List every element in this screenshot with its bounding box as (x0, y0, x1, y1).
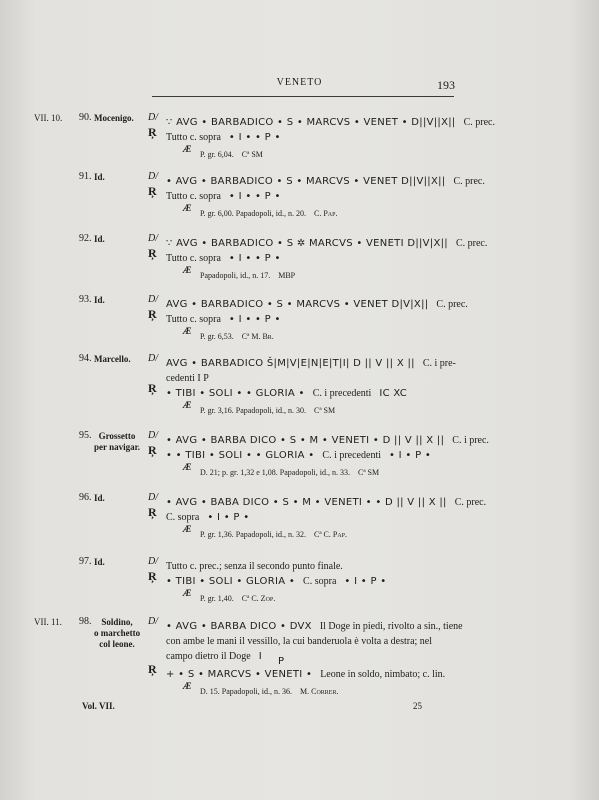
reverse-description: Tutto c. sopra (166, 132, 221, 143)
reverse-mark: • I • P • (389, 450, 432, 461)
info-line (200, 326, 282, 344)
reverse-description: C. i precedenti (322, 450, 381, 461)
silver-symbol: Æ (183, 326, 192, 336)
ruler-name (94, 617, 140, 650)
reverse-legend: + • S • MARCVS • VENETI • (166, 669, 313, 680)
entry-number: 93. (79, 294, 92, 305)
reverse-description: Tutto c. sopra (166, 253, 221, 264)
ruler-name (94, 431, 140, 453)
reverse-line (166, 309, 289, 327)
signature-mark: 25 (413, 701, 422, 711)
reverse-legend: • TIBI • SOLI • • GLORIA • (166, 388, 305, 399)
silver-symbol: Æ (183, 588, 192, 598)
ruler-name: Id. (94, 172, 105, 182)
section-number: VII. 11. (34, 617, 62, 627)
reverse-line (166, 445, 439, 463)
obverse-legend: • AVG • BARBA DICO • DVX (166, 621, 312, 632)
reverse-symbol: Ŗ (148, 246, 157, 260)
collection: Cª SM (241, 150, 263, 159)
specimen-data: P. gr. 3,16. Papadopoli, id., n. 30. (200, 406, 307, 415)
obverse-symbol: D/ (148, 294, 158, 305)
collection: MBP (278, 271, 296, 280)
ruler-name: Marcello. (94, 354, 131, 364)
obverse-note: C. prec. (455, 238, 488, 249)
section-number: VII. 10. (34, 113, 63, 123)
info-line (200, 203, 345, 221)
ruler-name-line: Grossetto (98, 431, 136, 441)
silver-symbol: Æ (183, 144, 192, 154)
reverse-symbol: Ŗ (148, 381, 157, 395)
ruler-name-line: o marchetto (94, 628, 141, 638)
reverse-description: C. i precedenti (312, 388, 372, 399)
page-number: 193 (437, 78, 455, 92)
running-title: VENETO (276, 77, 323, 88)
obverse-legend: ∵ AVG • BARBADICO • S ✲ MARCVS • VENETI D||V|X|| (166, 238, 448, 249)
specimen-data: P. gr. 6,53. (200, 332, 234, 341)
ruler-name-line: col leone. (99, 639, 135, 649)
reverse-symbol: Ŗ (148, 662, 157, 676)
ruler-name: Id. (94, 493, 105, 503)
specimen-data: D. 15. Papadopoli, id., n. 36. (200, 687, 292, 696)
entry-number: 92. (79, 233, 92, 244)
silver-symbol: Æ (183, 462, 192, 472)
reverse-line (166, 186, 289, 204)
obverse-note: C. prec. (436, 299, 468, 310)
entry-number: 96. (79, 492, 92, 503)
reverse-mark: IC XC (379, 388, 408, 399)
entry-number: 98. (79, 616, 92, 627)
obverse-legend: • AVG • BARBA DICO • S • M • VENETI • D || V || X || (166, 435, 445, 446)
reverse-symbol: Ŗ (148, 184, 157, 198)
reverse-symbol: Ŗ (148, 443, 157, 457)
reverse-mark: • I • P • (344, 576, 387, 587)
silver-symbol: Æ (183, 203, 192, 213)
reverse-description: C. sopra (303, 576, 337, 587)
obverse-note: C. prec. (463, 117, 495, 128)
obverse-symbol: D/ (148, 171, 158, 182)
collection: Cª M. Br. (241, 332, 274, 341)
volume-label: Vol. VII. (82, 701, 115, 711)
info-line (200, 588, 283, 606)
reverse-legend: • I • P • (207, 512, 250, 523)
entry-number: 94. (79, 353, 92, 364)
reverse-description: C. sopra (166, 512, 200, 523)
obverse-note: Il Doge in piedi, rivolto a sin., tiene (319, 621, 463, 632)
collection: Cª SM (358, 468, 380, 477)
reverse-line (166, 248, 289, 266)
obverse-legend: • AVG • BABA DICO • S • M • VENETI • • D || V || X || (166, 497, 447, 508)
specimen-data: P. gr. 6,04. (200, 150, 234, 159)
info-line (200, 400, 343, 418)
reverse-legend: • • TIBI • SOLI • • GLORIA • (166, 450, 315, 461)
obverse-continuation: con ambe le mani il vessillo, la cui banderuola è volta a destra; nel (166, 636, 433, 647)
silver-symbol: Æ (183, 265, 192, 275)
obverse-continuation: campo dietro il Doge (166, 651, 251, 662)
collection: M. Correr. (300, 687, 339, 696)
obverse-legend: ∵ AVG • BARBADICO • S • MARCVS • VENET • D||V||X|| (166, 117, 456, 128)
obverse-symbol: D/ (148, 233, 158, 244)
ruler-name: Id. (94, 557, 105, 567)
reverse-line (166, 571, 394, 589)
collection: Cª C. Zop. (241, 594, 276, 603)
obverse-legend: AVG • BARBADICO • S • MARCVS • VENET D|V|X|| (166, 299, 429, 310)
reverse-legend: • I • • P • (228, 132, 281, 143)
obverse-symbol: D/ (148, 353, 158, 364)
obverse-description: Tutto c. prec.; senza il secondo punto finale. (166, 561, 343, 572)
obverse-symbol: D/ (148, 616, 158, 627)
obverse-line-3 (166, 646, 270, 664)
obverse-note: C. prec. (453, 176, 485, 187)
reverse-symbol: Ŗ (148, 505, 157, 519)
entry-number: 95. (79, 430, 92, 441)
ruler-name: Mocenigo. (94, 113, 134, 123)
reverse-legend: • I • • P • (228, 253, 281, 264)
obverse-note: C. prec. (454, 497, 487, 508)
info-line (200, 524, 355, 542)
info-line (200, 681, 346, 699)
obverse-note: C. i prec. (452, 435, 489, 446)
reverse-legend: • I • • P • (228, 191, 281, 202)
field-letter: I (258, 651, 262, 662)
reverse-line (166, 664, 453, 682)
specimen-data: P. gr. 1,36. Papadopoli, id., n. 32. (200, 530, 307, 539)
entry-number: 90. (79, 112, 92, 123)
obverse-symbol: D/ (148, 112, 158, 123)
obverse-symbol: D/ (148, 556, 158, 567)
reverse-symbol: Ŗ (148, 569, 157, 583)
specimen-data: P. gr. 1,40. (200, 594, 234, 603)
reverse-line (166, 507, 257, 525)
reverse-legend: • TIBI • SOLI • GLORIA • (166, 576, 296, 587)
collection: C. Pap. (314, 209, 338, 218)
silver-symbol: Æ (183, 400, 192, 410)
obverse-legend: AVG • BARBADICO Š|M|V|E|N|E|T|I| D || V || X || (166, 358, 415, 369)
obverse-note: C. i pre- (422, 358, 456, 369)
obverse-continuation: cedenti I P (166, 373, 209, 384)
header-rule (152, 96, 454, 97)
ruler-name: Id. (94, 234, 105, 244)
field-letter: P (278, 656, 285, 667)
reverse-description: Leone in soldo, nimbato; c. lin. (320, 669, 446, 680)
obverse-symbol: D/ (148, 430, 158, 441)
reverse-line (166, 127, 289, 145)
reverse-symbol: Ŗ (148, 125, 157, 139)
silver-symbol: Æ (183, 524, 192, 534)
reverse-symbol: Ŗ (148, 307, 157, 321)
ruler-name-line: per navigar. (94, 442, 141, 452)
reverse-description: Tutto c. sopra (166, 314, 221, 325)
reverse-line (166, 383, 415, 401)
collection: Cª C. Pap. (314, 530, 348, 539)
entry-number: 97. (79, 556, 92, 567)
specimen-data: P. gr. 6,00. Papadopoli, id., n. 20. (200, 209, 307, 218)
specimen-data: Papadopoli, id., n. 17. (200, 271, 271, 280)
info-line (200, 462, 387, 480)
specimen-data: D. 21; p. gr. 1,32 e 1,08. Papadopoli, id., n. 33. (200, 468, 350, 477)
info-line (200, 265, 303, 283)
collection: Cª SM (314, 406, 336, 415)
silver-symbol: Æ (183, 681, 192, 691)
info-line (200, 144, 271, 162)
obverse-symbol: D/ (148, 492, 158, 503)
ruler-name-line: Soldino, (101, 617, 133, 627)
ruler-name: Id. (94, 295, 105, 305)
entry-number: 91. (79, 171, 92, 182)
reverse-description: Tutto c. sopra (166, 191, 221, 202)
obverse-legend: • AVG • BARBADICO • S • MARCVS • VENET D||V||X|| (166, 176, 446, 187)
reverse-legend: • I • • P • (228, 314, 281, 325)
